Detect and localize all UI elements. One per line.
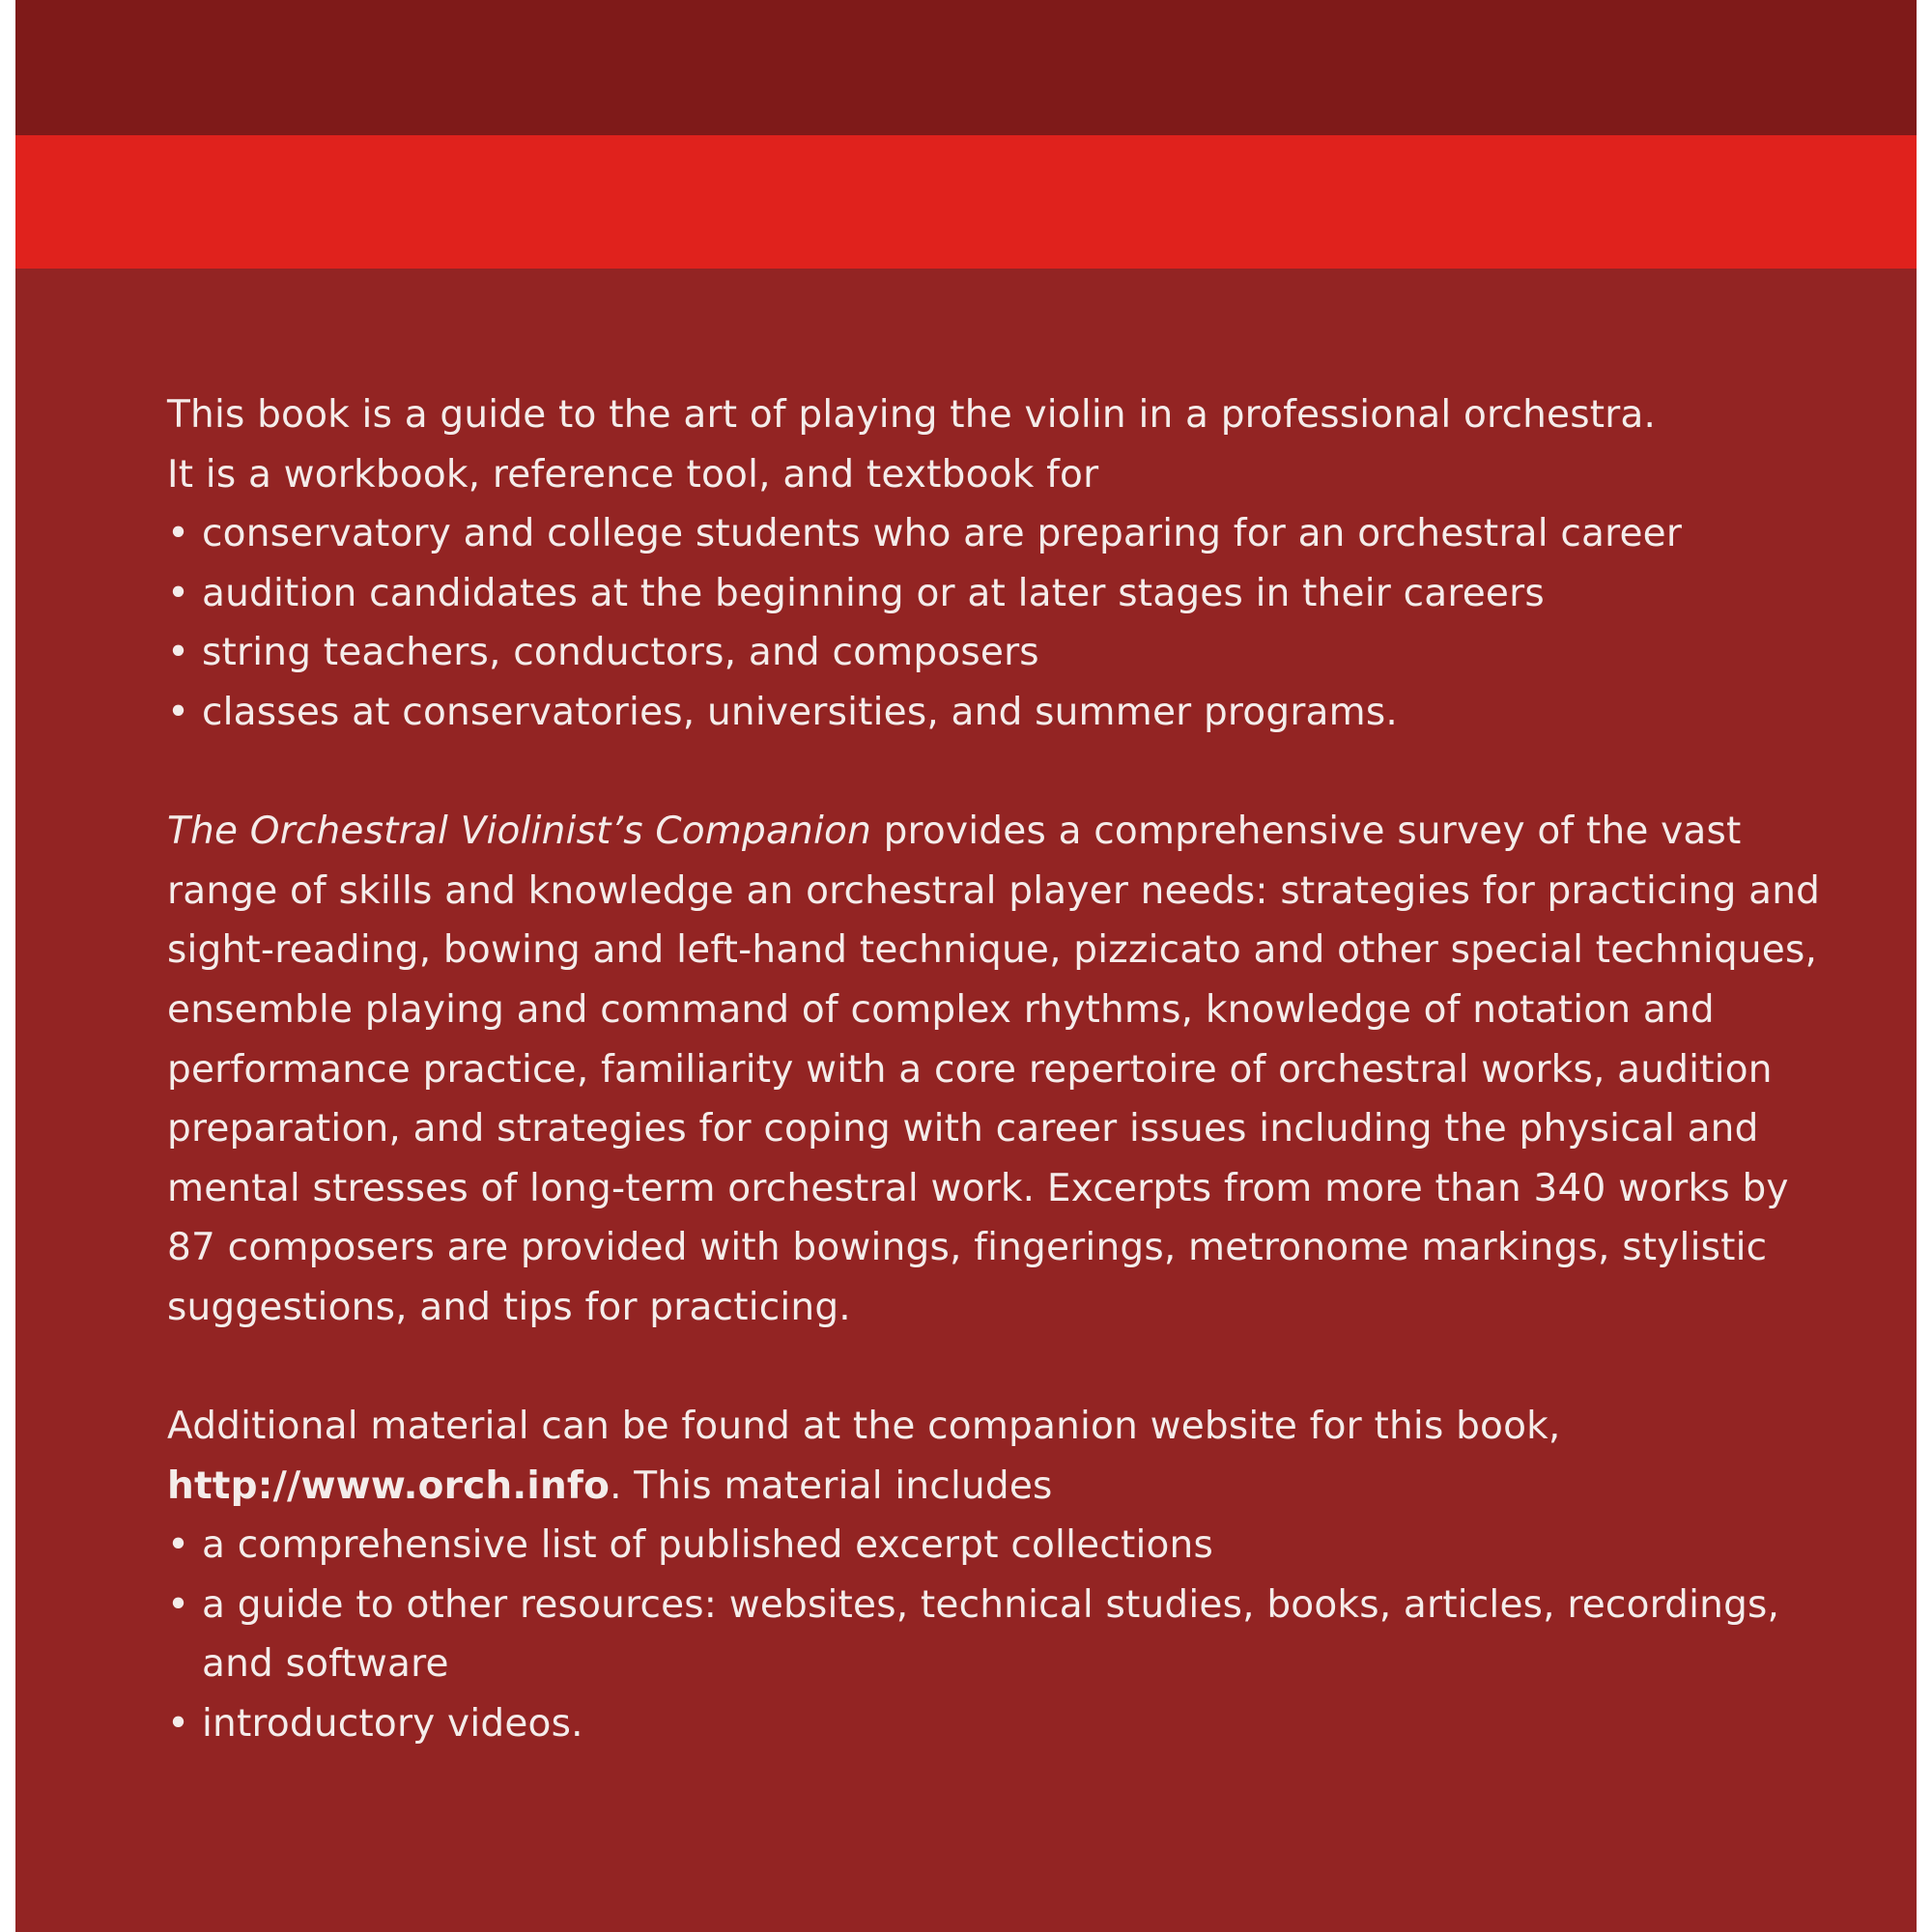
intro-line-1: This book is a guide to the art of playing the violin in a professional orchestra. (167, 393, 1657, 437)
additional-line-1: Additional material can be found at the companion website for this book, (167, 1405, 1561, 1449)
paragraph-gap (167, 743, 1829, 803)
list-item (167, 623, 1829, 683)
list-item-text: audition candidates at the beginning or at later stages in their careers (202, 571, 1545, 615)
red-stripe (15, 135, 1917, 269)
bullet-icon: • (167, 631, 190, 675)
list-item-text: introductory videos. (202, 1702, 583, 1747)
list-item (167, 504, 1829, 564)
survey-text: provides a comprehensive survey of the vast range of skills and knowledge an orchestral player needs: strategies for practicing and sight-reading, bowing and left-hand technique, pizzicato and other special techniques, ensemble playing and command of complex rhythms, knowledge of notation and performance practice, familiarity with a core repertoire of orchestral works, audition preparation, and strategies for coping with career issues including the physical and mental stresses of long-term orchestral work. Excerpts from more than 340 works by 87 composers are provided with bowings, fingerings, metronome markings, stylistic suggestions, and tips for practicing. (167, 810, 1821, 1329)
paragraph-gap (167, 1338, 1829, 1398)
bullet-icon: • (167, 1523, 190, 1568)
bullet-icon: • (167, 1582, 190, 1627)
list-item (167, 683, 1829, 743)
audience-list (167, 504, 1829, 742)
back-cover (15, 0, 1917, 1932)
list-item-text: a guide to other resources: websites, technical studies, books, articles, recordings, and software (202, 1582, 1780, 1687)
list-item-text: classes at conservatories, universities, and summer programs. (202, 690, 1398, 734)
list-item-text: a comprehensive list of published excerpt collections (202, 1523, 1213, 1568)
list-item (167, 1576, 1829, 1694)
list-item (167, 564, 1829, 624)
additional-line-2: . This material includes (610, 1463, 1053, 1508)
survey-paragraph (167, 802, 1829, 1337)
list-item-text: string teachers, conductors, and composers (202, 631, 1039, 675)
cover-description (167, 385, 1829, 1754)
list-item (167, 1694, 1829, 1754)
additional-paragraph (167, 1397, 1829, 1516)
top-band (15, 0, 1917, 135)
list-item (167, 1516, 1829, 1576)
bullet-icon: • (167, 512, 190, 556)
bullet-icon: • (167, 1702, 190, 1747)
intro-line-2: It is a workbook, reference tool, and textbook for (167, 452, 1099, 497)
bullet-icon: • (167, 571, 190, 615)
intro-paragraph (167, 385, 1829, 504)
bullet-icon: • (167, 690, 190, 734)
list-item-text: conservatory and college students who are preparing for an orchestral career (202, 512, 1683, 556)
website-link[interactable]: http://www.orch.info (167, 1463, 611, 1508)
book-title: The Orchestral Violinist’s Companion (167, 810, 871, 854)
materials-list (167, 1516, 1829, 1753)
